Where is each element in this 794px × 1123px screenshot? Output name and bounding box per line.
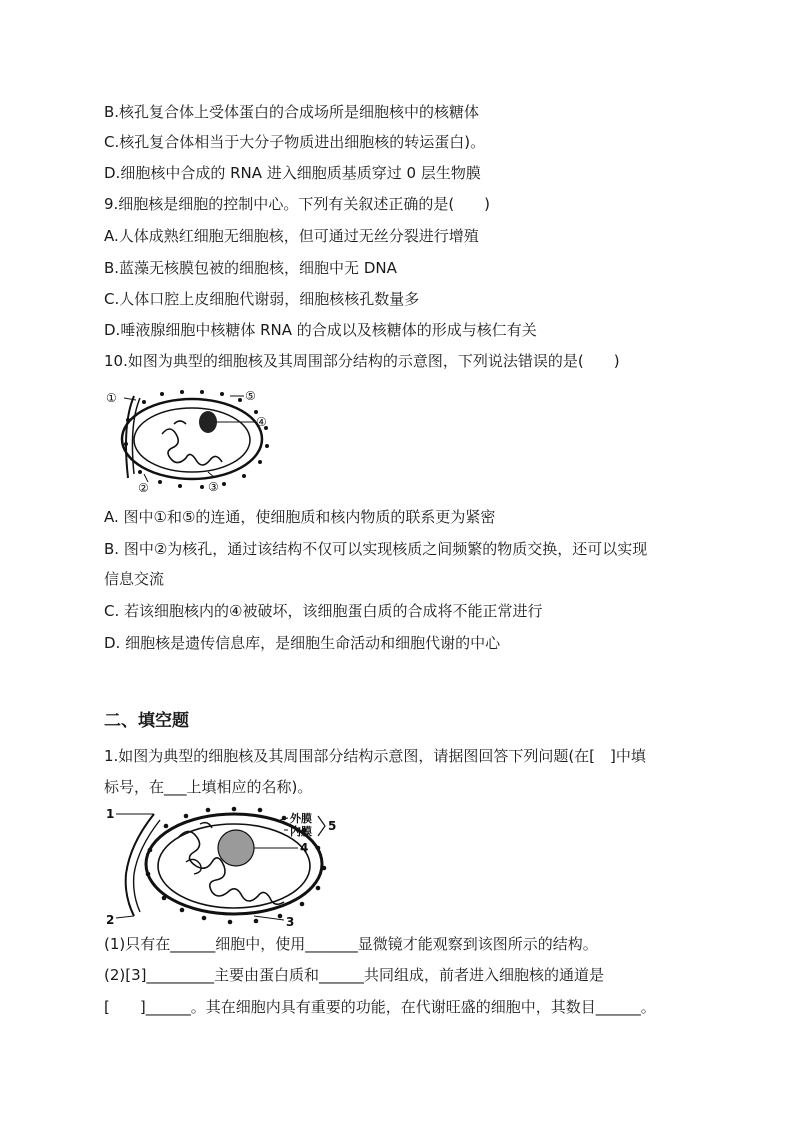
fig10-label-1: ① (106, 391, 117, 405)
fig-label-4: 4 (300, 841, 309, 855)
fill1-stem-1: 1.如图为典型的细胞核及其周围部分结构示意图，请据图回答下列问题(在[ ]中填 (104, 747, 646, 765)
fill1-stem-2: 标号，在___上填相应的名称)。 (104, 778, 313, 796)
fig-label-inner: 内膜 (290, 825, 312, 838)
fig10-label-3: ③ (208, 480, 219, 494)
q8-option-c: C.核孔复合体相当于大分子物质进出细胞核的转运蛋白)。 (104, 133, 486, 151)
q10-option-d: D. 细胞核是遗传信息库，是细胞生命活动和细胞代谢的中心 (104, 634, 501, 652)
q10-option-a: A. 图中①和⑤的连通，使细胞质和核内物质的联系更为紧密 (104, 508, 496, 526)
q8-option-b: B.核孔复合体上受体蛋白的合成场所是细胞核中的核糖体 (104, 103, 480, 121)
q9-option-b: B.蓝藻无核膜包被的细胞核，细胞中无 DNA (104, 259, 397, 277)
q10-nucleus-figure (104, 384, 276, 494)
fig-label-3: 3 (286, 915, 295, 928)
q10-stem: 10.如图为典型的细胞核及其周围部分结构的示意图，下列说法错误的是( ) (104, 352, 620, 370)
fill1-q2-line2: [ ]______。其在细胞内具有重要的功能，在代谢旺盛的细胞中，其数目______。 (104, 998, 656, 1016)
fig-label-5: 5 (328, 819, 337, 833)
q10-option-c: C. 若该细胞核内的④被破坏，该细胞蛋白质的合成将不能正常进行 (104, 602, 543, 620)
fig-label-2: 2 (106, 913, 115, 927)
fill1-nucleus-figure (104, 804, 340, 928)
q9-option-a: A.人体成熟红细胞无细胞核，但可通过无丝分裂进行增殖 (104, 227, 479, 245)
fig-label-1: 1 (106, 807, 115, 821)
q9-option-d: D.唾液腺细胞中核糖体 RNA 的合成以及核糖体的形成与核仁有关 (104, 321, 537, 339)
q9-stem: 9.细胞核是细胞的控制中心。下列有关叙述正确的是( ) (104, 195, 491, 213)
q9-option-c: C.人体口腔上皮细胞代谢弱，细胞核核孔数量多 (104, 290, 420, 308)
fig10-label-5: ⑤ (245, 389, 256, 403)
fig-label-outer: 外膜 (290, 812, 312, 825)
q10-option-b: B. 图中②为核孔，通过该结构不仅可以实现核质之间频繁的物质交换，还可以实现 (104, 540, 648, 558)
fig10-label-2: ② (138, 481, 149, 494)
fill1-q2-line1: (2)[3]_________主要由蛋白质和______共同组成，前者进入细胞核的通道是 (104, 966, 604, 984)
fig10-label-4: ④ (256, 415, 267, 429)
section-title: 二、填空题 (104, 711, 189, 731)
q10-option-b-cont: 信息交流 (104, 570, 165, 588)
q8-option-d: D.细胞核中合成的 RNA 进入细胞质基质穿过 0 层生物膜 (104, 164, 481, 182)
fill1-q1: (1)只有在______细胞中，使用_______显微镜才能观察到该图所示的结构。 (104, 935, 598, 953)
